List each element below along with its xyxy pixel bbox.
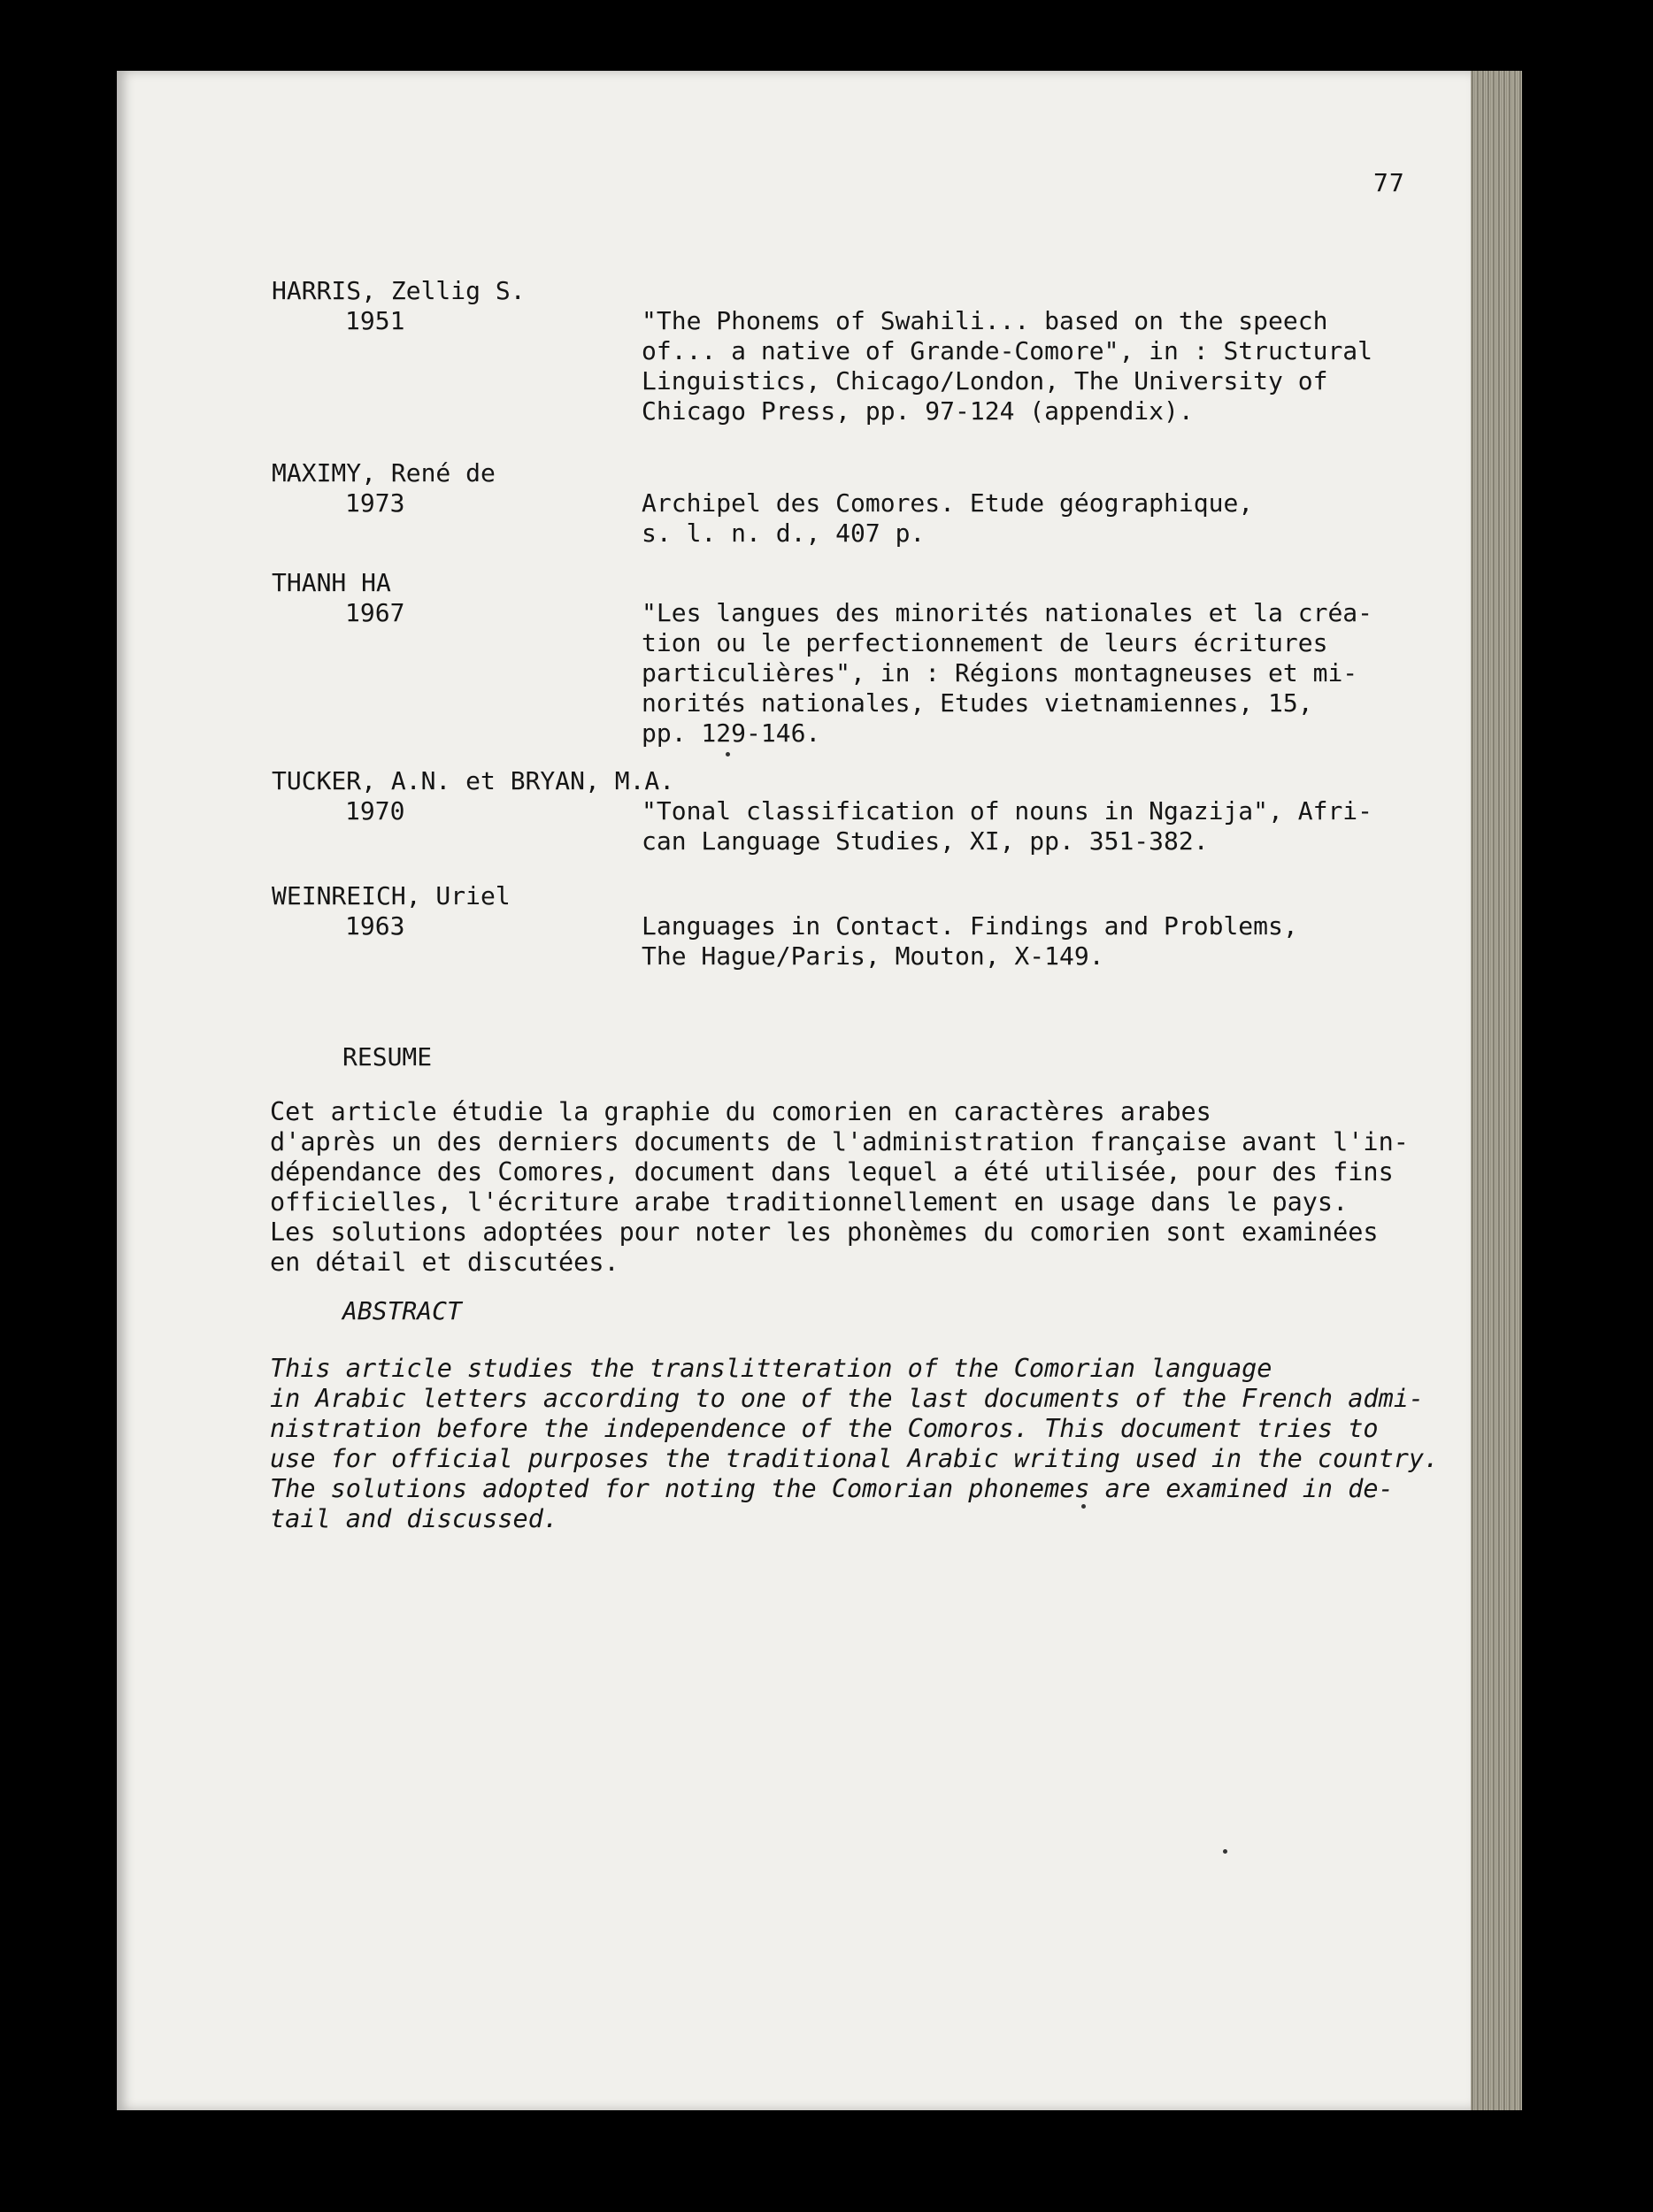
- reference-citation: Languages in Contact. Findings and Problems, The Hague/Paris, Mouton, X-149.: [642, 911, 1298, 971]
- reference-citation: "The Phonems of Swahili... based on the speech of... a native of Grande-Comore", in : Structural Linguistics, Chicago/London, The University of Chicago Press, pp. 97-124 (appendix).: [642, 306, 1373, 426]
- reference-year: 1951: [345, 306, 405, 335]
- reference-citation: "Tonal classification of nouns in Ngazija", Afri- can Language Studies, XI, pp. 351-382.: [642, 796, 1373, 856]
- reference-author: THANH HA: [272, 568, 391, 597]
- abstract-paragraph: This article studies the translitteration of the Comorian language in Arabic letters according to one of the last documents of the French admi- nistration before the independence of the Comoros. This document tries to use for official purposes the traditional Arabic writing used in the country. The solutions adopted for noting the Comorian phonemes are examined in de- tail and discussed.: [270, 1354, 1440, 1533]
- page-number: 77: [1373, 168, 1405, 197]
- reference-author: MAXIMY, René de: [272, 458, 496, 488]
- resume-heading: RESUME: [342, 1042, 433, 1071]
- resume-paragraph: Cet article étudie la graphie du comorien en caractères arabes d'après un des derniers documents de l'administration française avant l'in- dépendance des Comores, document dans lequel a été utilisée, pour des fins officielles, l'écriture arabe traditionnellement en usage dans le pays. Les solutions adoptées pour noter les phonèmes du comorien sont examinées en détail et discutées.: [270, 1097, 1409, 1277]
- reference-author: TUCKER, A.N. et BRYAN, M.A.: [272, 766, 675, 795]
- reference-author: HARRIS, Zellig S.: [272, 276, 526, 305]
- reference-citation: "Les langues des minorités nationales et la créa- tion ou le perfectionnement de leurs écritures particulières", in : Régions montagneuses et mi- norités nationales, Etudes vietnamiennes, 15, pp. 129-146.: [642, 598, 1373, 748]
- reference-year: 1973: [345, 488, 405, 518]
- reference-year: 1963: [345, 911, 405, 941]
- print-speck: [1081, 1504, 1086, 1509]
- reference-year: 1970: [345, 796, 405, 826]
- reference-year: 1967: [345, 598, 405, 627]
- abstract-heading: ABSTRACT: [342, 1296, 462, 1325]
- book-page: [117, 71, 1471, 2110]
- reference-author: WEINREICH, Uriel: [272, 881, 511, 910]
- print-speck: [726, 752, 730, 757]
- print-speck: [1223, 1849, 1227, 1854]
- reference-citation: Archipel des Comores. Etude géographique, s. l. n. d., 407 p.: [642, 488, 1254, 548]
